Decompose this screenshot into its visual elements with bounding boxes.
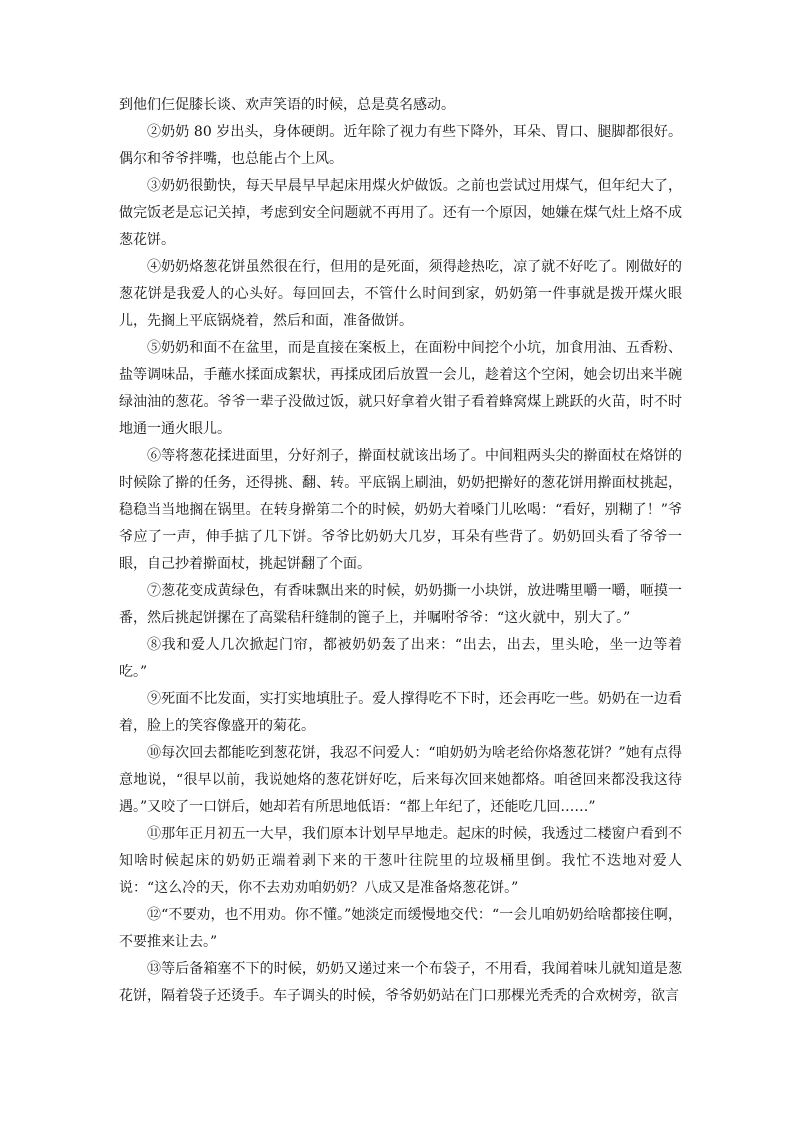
paragraph-5: ⑤奶奶和面不在盆里，而是直接在案板上，在面粉中间挖个小坑，加食用油、五香粉、盐等调味品，手蘸水揉面成絮状，再揉成团后放置一会儿，趁着这个空闲，她会切出来半碗绿油油的葱花。爷爷一辈子没做过饭，就只好拿着火钳子看着蜂窝煤上跳跃的火苗，时不时地通一通火眼儿。 [119,340,682,437]
paragraph-12: ⑫“不要劝，也不用劝。你不懂。”她淡定而缓慢地交代：“一会儿咱奶奶给啥都接住啊，不要推来让去。” [119,907,682,950]
paragraph-8: ⑧我和爱人几次掀起门帘，都被奶奶轰了出来：“出去，出去，里头呛，坐一边等着吃。” [119,637,682,680]
document-page [119,92,682,1010]
paragraph-2: ②奶奶 80 岁出头，身体硬朗。近年除了视力有些下降外，耳朵、胃口、腿脚都很好。偶尔和爷爷拌嘴，也总能占个上风。 [119,124,682,167]
paragraph-11: ⑪那年正月初五一大早，我们原本计划早早地走。起床的时候，我透过二楼窗户看到不知啥时候起床的奶奶正端着剥下来的干葱叶往院里的垃圾桶里倒。我忙不迭地对爱人说：“这么冷的天，你不去劝劝咱奶奶？八成又是准备烙葱花饼。” [119,826,682,896]
paragraph-6: ⑥等将葱花揉进面里，分好剂子，擀面杖就该出场了。中间粗两头尖的擀面杖在烙饼的时候除了擀的任务，还得挑、翻、转。平底锅上刷油，奶奶把擀好的葱花饼用擀面杖挑起，稳稳当当地搁在锅里。在转身擀第二个的时候，奶奶大着嗓门儿吆喝：“看好，别糊了！”爷爷应了一声，伸手掂了几下饼。爷爷比奶奶大几岁，耳朵有些背了。奶奶回头看了爷爷一眼，自己抄着擀面杖，挑起饼翻了个面。 [119,448,682,572]
paragraph-3: ③奶奶很勤快，每天早晨早早起床用煤火炉做饭。之前也尝试过用煤气，但年纪大了，做完饭老是忘记关掉，考虑到安全问题就不再用了。还有一个原因，她嫌在煤气灶上烙不成葱花饼。 [119,178,682,248]
paragraph-9: ⑨死面不比发面，实打实地填肚子。爱人撑得吃不下时，还会再吃一些。奶奶在一边看着，脸上的笑容像盛开的菊花。 [119,691,682,734]
paragraph-10: ⑩每次回去都能吃到葱花饼，我忍不问爱人：“咱奶奶为啥老给你烙葱花饼？”她有点得意地说，“很早以前，我说她烙的葱花饼好吃，后来每次回来她都烙。咱爸回来都没我这待遇。”又咬了一口饼后，她却若有所思地低语：“都上年纪了，还能吃几回……” [119,745,682,815]
paragraph-13: ⑬等后备箱塞不下的时候，奶奶又递过来一个布袋子，不用看，我闻着味儿就知道是葱花饼，隔着袋子还烫手。车子调头的时候，爷爷奶奶站在门口那棵光秃秃的合欢树旁，欲言 [119,961,682,1004]
paragraph-1: 到他们仨促膝长谈、欢声笑语的时候，总是莫名感动。 [119,97,455,113]
paragraph-7: ⑦葱花变成黄绿色，有香味飘出来的时候，奶奶撕一小块饼，放进嘴里嚼一嚼，咂摸一番，然后挑起饼摞在了高粱秸秆缝制的篦子上，并嘱咐爷爷：“这火就中，别大了。” [119,583,682,626]
paragraph-4: ④奶奶烙葱花饼虽然很在行，但用的是死面，须得趁热吃，凉了就不好吃了。刚做好的葱花饼是我爱人的心头好。每回回去，不管什么时间到家，奶奶第一件事就是拨开煤火眼儿，先搁上平底锅烧着，然后和面，准备做饼。 [119,259,682,329]
